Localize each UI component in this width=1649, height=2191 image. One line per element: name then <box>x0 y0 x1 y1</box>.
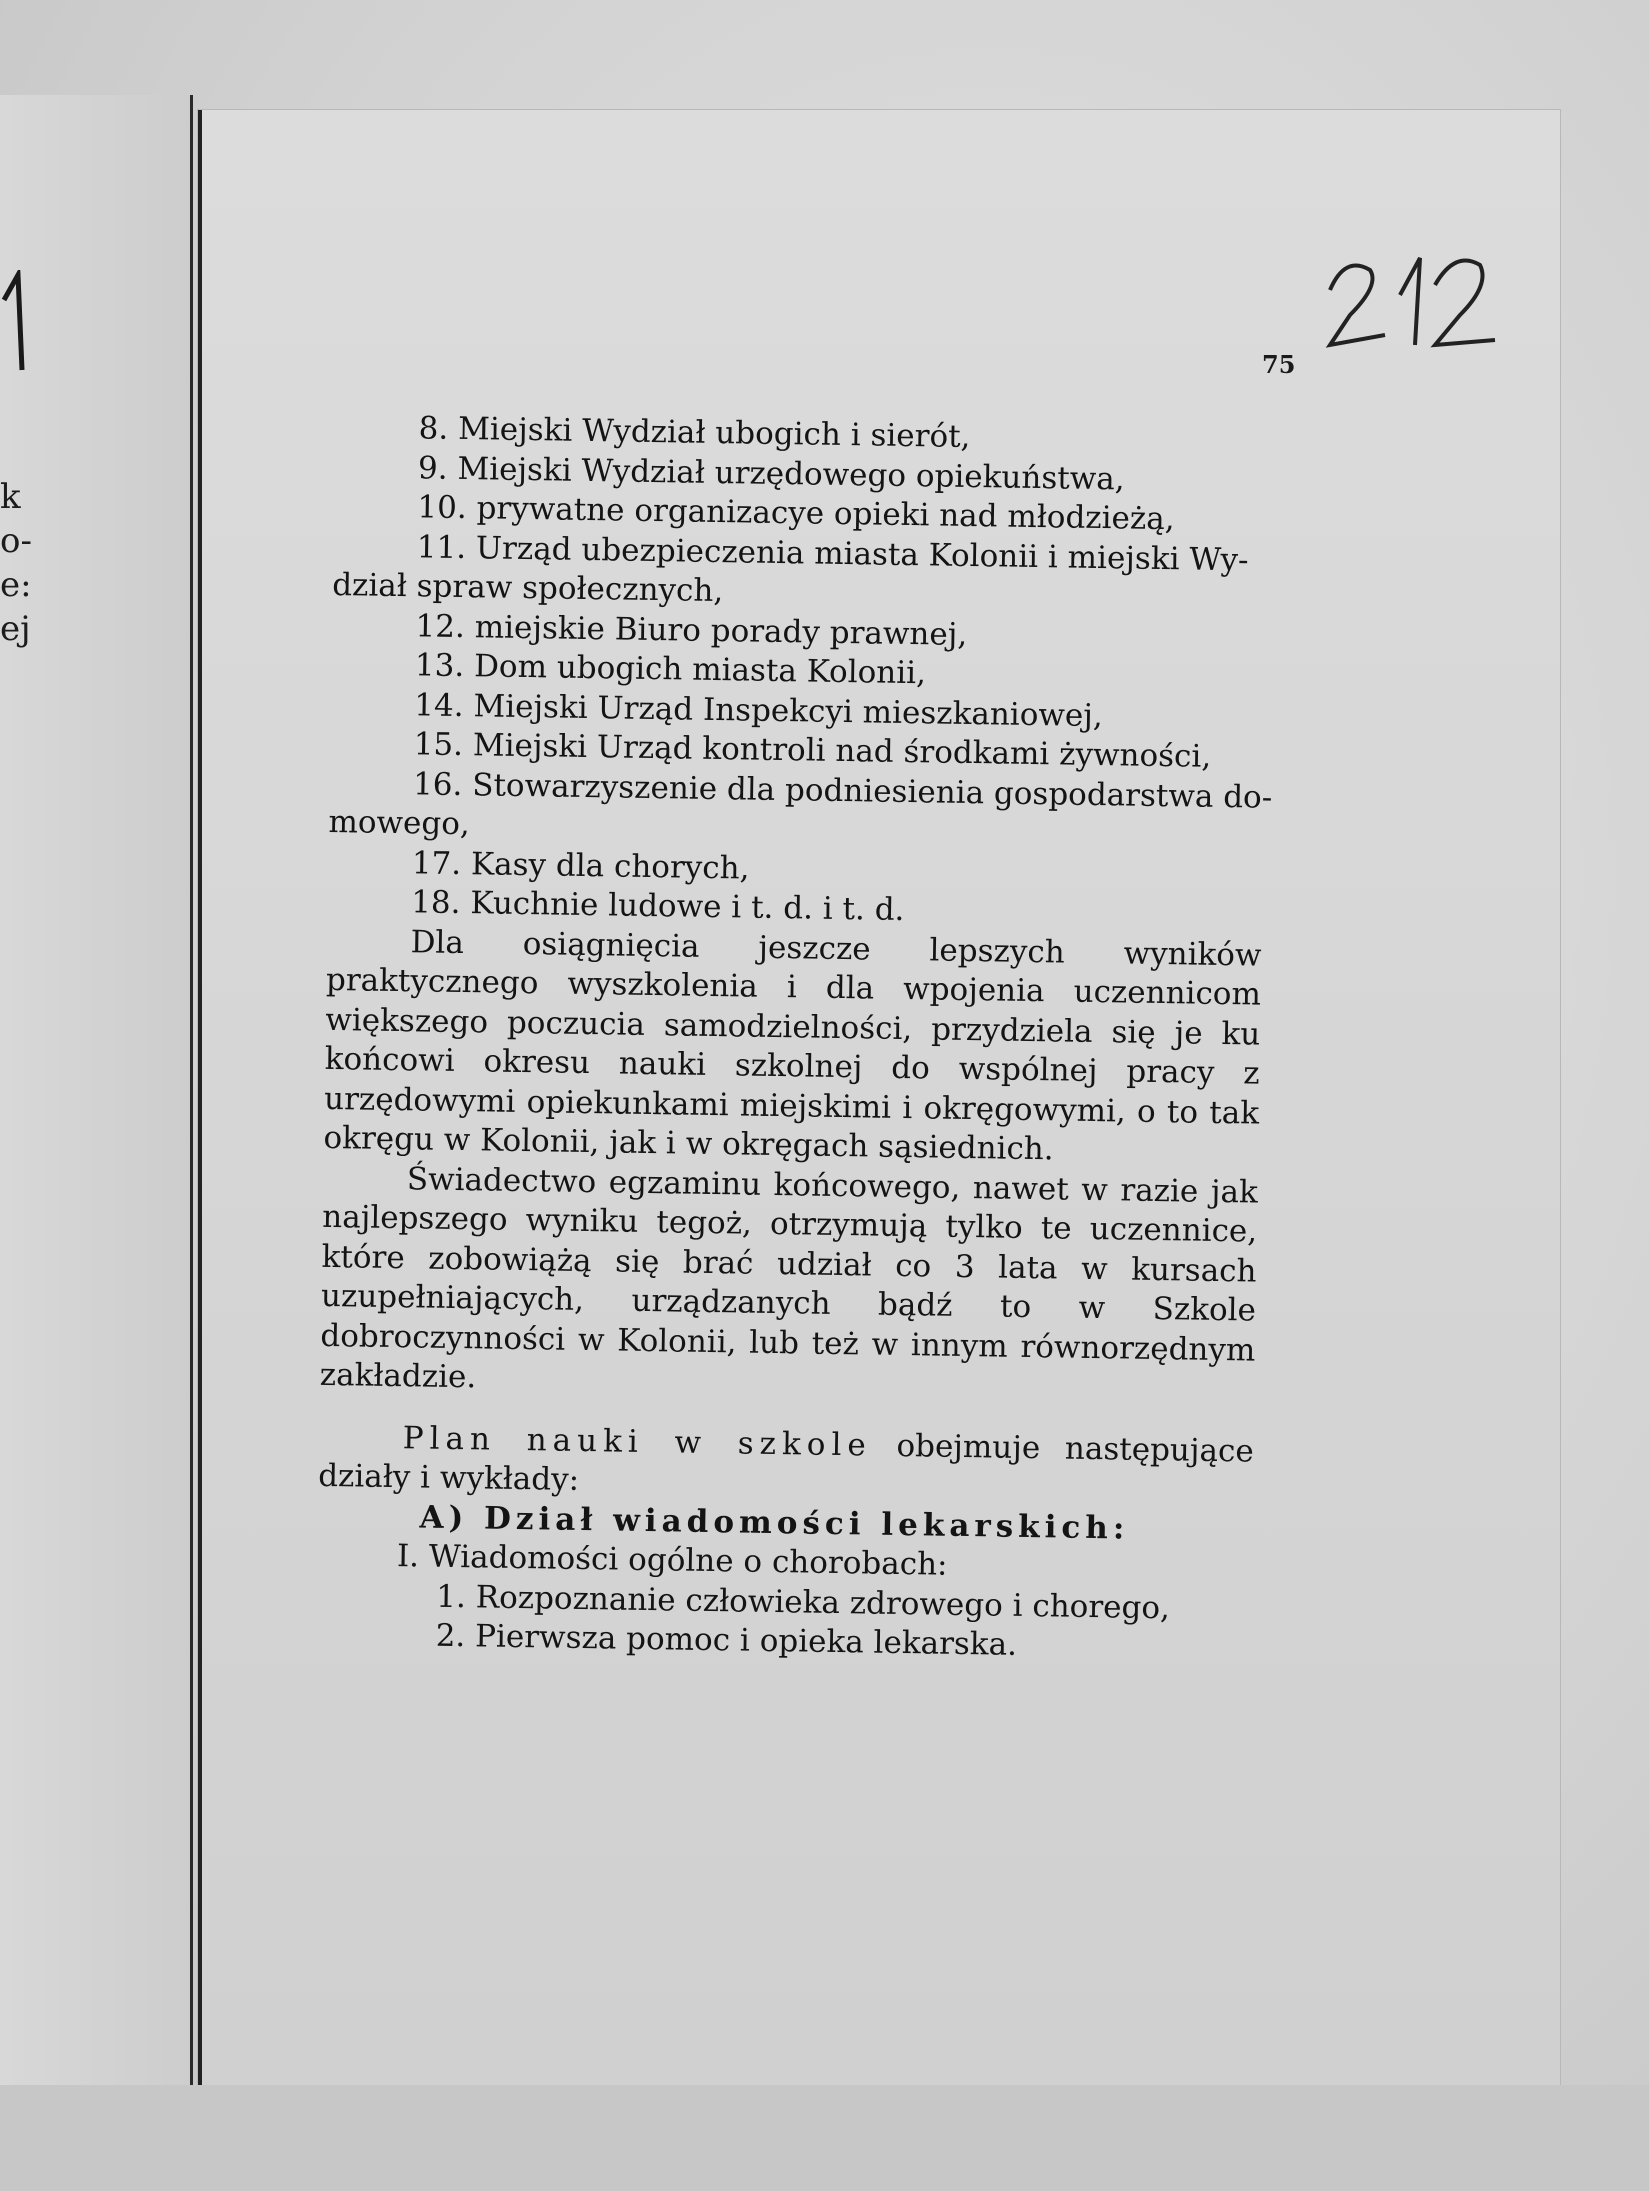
section-heading: A) Dział wiadomości lekarskich: <box>419 1498 1130 1547</box>
scan-bottom-margin <box>0 2085 1649 2191</box>
plan-intro <box>318 1417 1254 1511</box>
list-item: 10. prywatne organizacye opieki nad młodzieżą, <box>417 489 1175 538</box>
left-fragment: ej <box>0 609 31 649</box>
subsection-item: 1. Rozpoznanie człowieka zdrowego i chorego, <box>436 1578 1171 1626</box>
left-fragment: o- <box>0 521 32 561</box>
list-item-continuation: dział spraw społecznych, <box>331 566 724 610</box>
left-page-text-fragments <box>0 475 30 651</box>
list-item-continuation: mowego, <box>328 803 471 843</box>
subsection-heading: I. Wiadomości ogólne o chorobach: <box>396 1538 948 1583</box>
list-item: 17. Kasy dla chorych, <box>411 844 750 887</box>
paragraph: Świadectwo egzaminu końcowego, nawet w razie jak najlepszego wyniku tegoż, otrzymują tylko te uczennice, które zobowiążą się brać udział co 3 lata w kursach uzupełniających, urządzanych bądź to w Szkole dobroczynności w Kolonii, lub też w innym równorzędnym zakładzie. <box>319 1160 1259 1396</box>
handwritten-mark-fragment <box>0 270 36 380</box>
list-item: 8. Miejski Wydział ubogich i sierót, <box>418 410 971 455</box>
page-body <box>315 408 1273 1669</box>
plan-intro-spaced: Plan nauki w szkole <box>402 1419 873 1464</box>
paragraph: Dla osiągnięcia jeszcze lepszych wyników praktycznego wyszkolenia i dla wpojenia uczennicom większego poczucia samodzielności, przydziela się je ku końcowi okresu nauki szkolnej do wspólnej pracy z urzędowymi opiekunkami miejskimi i okręgowymi, o to tak okręgu w Kolonii, jak i w okręgach sąsiednich. <box>323 923 1262 1168</box>
list-item: 12. miejskie Biuro porady prawnej, <box>415 607 968 653</box>
handwritten-archive-number <box>1325 250 1505 360</box>
list-item: 15. Miejski Urząd kontroli nad środkami żywności, <box>413 726 1212 775</box>
list-item: 13. Dom ubogich miasta Kolonii, <box>414 647 927 692</box>
list-item: 14. Miejski Urząd Inspekcyi mieszkaniowej, <box>414 686 1104 734</box>
left-fragment: e: <box>0 565 32 605</box>
plan-intro-rest: obejmuje następujące działy i wykłady: <box>317 1427 1255 1498</box>
list-item: 18. Kuchnie ludowe i t. d. i t. d. <box>410 884 905 929</box>
list-item: 11. Urząd ubezpieczenia miasta Kolonii i miejski Wy- <box>416 528 1249 578</box>
list-item: 9. Miejski Wydział urzędowego opiekuństwa, <box>417 449 1125 497</box>
left-page-edge <box>0 95 193 2135</box>
subsection-item: 2. Pierwsza pomoc i opieka lekarska. <box>435 1617 1018 1663</box>
page-number: 75 <box>1262 350 1296 379</box>
list-item: 16. Stowarzyszenie dla podniesienia gospodarstwa do- <box>412 765 1273 816</box>
left-fragment: k <box>0 477 21 517</box>
